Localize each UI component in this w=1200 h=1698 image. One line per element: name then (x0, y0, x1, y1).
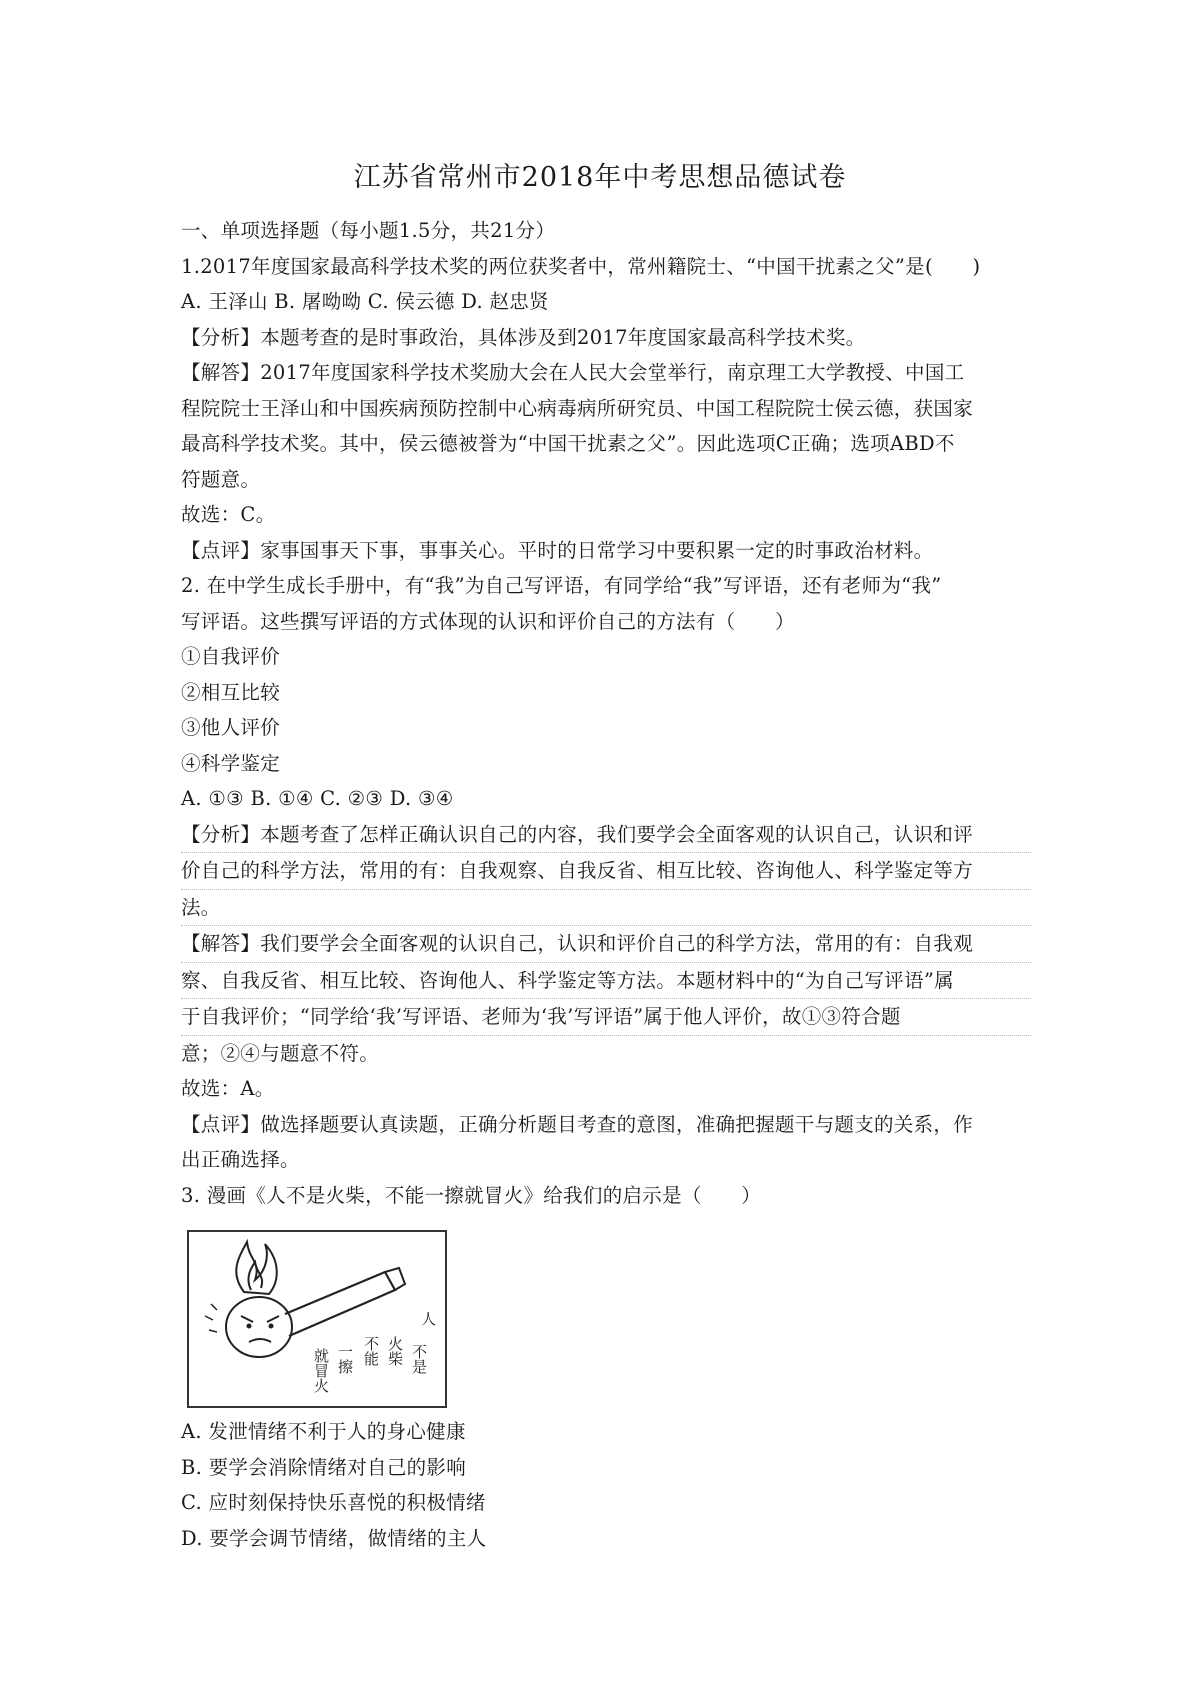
question-1-answer-line: 符题意。 (181, 467, 261, 491)
question-2-stem: 写评语。这些撰写评语的方式体现的认识和评价自己的方法有（ ） (181, 609, 795, 633)
question-2-answer-line: 察、自我反省、相互比较、咨询他人、科学鉴定等方法。本题材料中的“为自己写评语”属 (181, 963, 1031, 1000)
question-2-analysis: 【分析】本题考查了怎样正确认识自己的内容，我们要学会全面客观的认识自己，认识和评 (181, 817, 1031, 854)
question-3-option-d: D. 要学会调节情绪，做情绪的主人 (181, 1526, 487, 1550)
question-1-comment: 【点评】家事国事天下事，事事关心。平时的日常学习中要积累一定的时事政治材料。 (181, 538, 934, 562)
question-2-item: ②相互比较 (181, 680, 281, 704)
question-1-choice: 故选：C。 (181, 503, 276, 526)
question-2-analysis: 价自己的科学方法，常用的有：自我观察、自我反省、相互比较、咨询他人、科学鉴定等方 (181, 853, 1031, 890)
question-2-choice: 故选：A。 (181, 1077, 275, 1100)
question-1-options: A. 王泽山 B. 屠呦呦 C. 侯云德 D. 赵忠贤 (181, 290, 549, 313)
page-title: 江苏省常州市2018年中考思想品德试卷 (353, 162, 847, 193)
question-2-answer-line: 于自我评价；“同学给‘我’写评语、老师为‘我’写评语”属于他人评价，故①③符合题 (181, 999, 1031, 1036)
question-2-answer-line: 意；②④与题意不符。 (181, 1041, 380, 1065)
question-block-top (181, 213, 1031, 1213)
question-2-options: A. ①③ B. ①④ C. ②③ D. ③④ (181, 787, 454, 810)
question-2-item: ①自我评价 (181, 645, 281, 668)
question-2-answer-line: 【解答】我们要学会全面客观的认识自己，认识和评价自己的科学方法，常用的有：自我观 (181, 926, 1031, 963)
cartoon-image (187, 1230, 447, 1408)
question-1-answer-line: 【解答】2017年度国家科学技术奖励大会在人民大会堂举行，南京理工大学教授、中国工 (181, 361, 965, 384)
cartoon-text-5: 一擦 (336, 1344, 354, 1374)
question-2-stem: 2. 在中学生成长手册中，有“我”为自己写评语，有同学给“我”写评语，还有老师为“我” (181, 574, 942, 597)
question-1-stem: 1.2017年度国家最高科学技术奖的两位获奖者中，常州籍院士、“中国干扰素之父”是( ) (181, 254, 981, 278)
question-2-item: ③他人评价 (181, 716, 281, 739)
cartoon-text-1: 人 (421, 1310, 437, 1328)
question-3-options (181, 1414, 1031, 1556)
match-cartoon-drawing (189, 1232, 445, 1406)
question-2-item: ④科学鉴定 (181, 751, 281, 775)
question-1-analysis: 【分析】本题考查的是时事政治，具体涉及到2017年度国家最高科学技术奖。 (181, 325, 866, 349)
question-1-answer-line: 最高科学技术奖。其中，侯云德被誉为“中国干扰素之父”。因此选项C正确；选项ABD不 (181, 432, 955, 455)
question-1-answer-line: 程院院士王泽山和中国疾病预防控制中心病毒病所研究员、中国工程院院士侯云德，获国家 (181, 396, 974, 420)
cartoon-text-6: 就冒火 (312, 1348, 330, 1393)
question-2-comment: 【点评】做选择题要认真读题，正确分析题目考查的意图，准确把握题干与题支的关系，作 (181, 1112, 974, 1136)
question-3-stem: 3. 漫画《人不是火柴，不能一擦就冒火》给我们的启示是（ ） (181, 1183, 762, 1207)
question-2-comment: 出正确选择。 (181, 1148, 300, 1171)
section-heading: 一、单项选择题（每小题1.5分，共21分） (181, 219, 556, 242)
cartoon-text-4: 不能 (362, 1336, 380, 1366)
question-3-option-b: B. 要学会消除情绪对自己的影响 (181, 1455, 467, 1479)
cartoon-text-2: 不是 (410, 1344, 428, 1374)
question-3-option-c: C. 应时刻保持快乐喜悦的积极情绪 (181, 1491, 486, 1514)
question-3-option-a: A. 发泄情绪不利于人的身心健康 (181, 1420, 466, 1443)
cartoon-caption (312, 1310, 436, 1393)
cartoon-text-3: 火柴 (386, 1336, 404, 1366)
question-2-analysis: 法。 (181, 890, 1031, 927)
